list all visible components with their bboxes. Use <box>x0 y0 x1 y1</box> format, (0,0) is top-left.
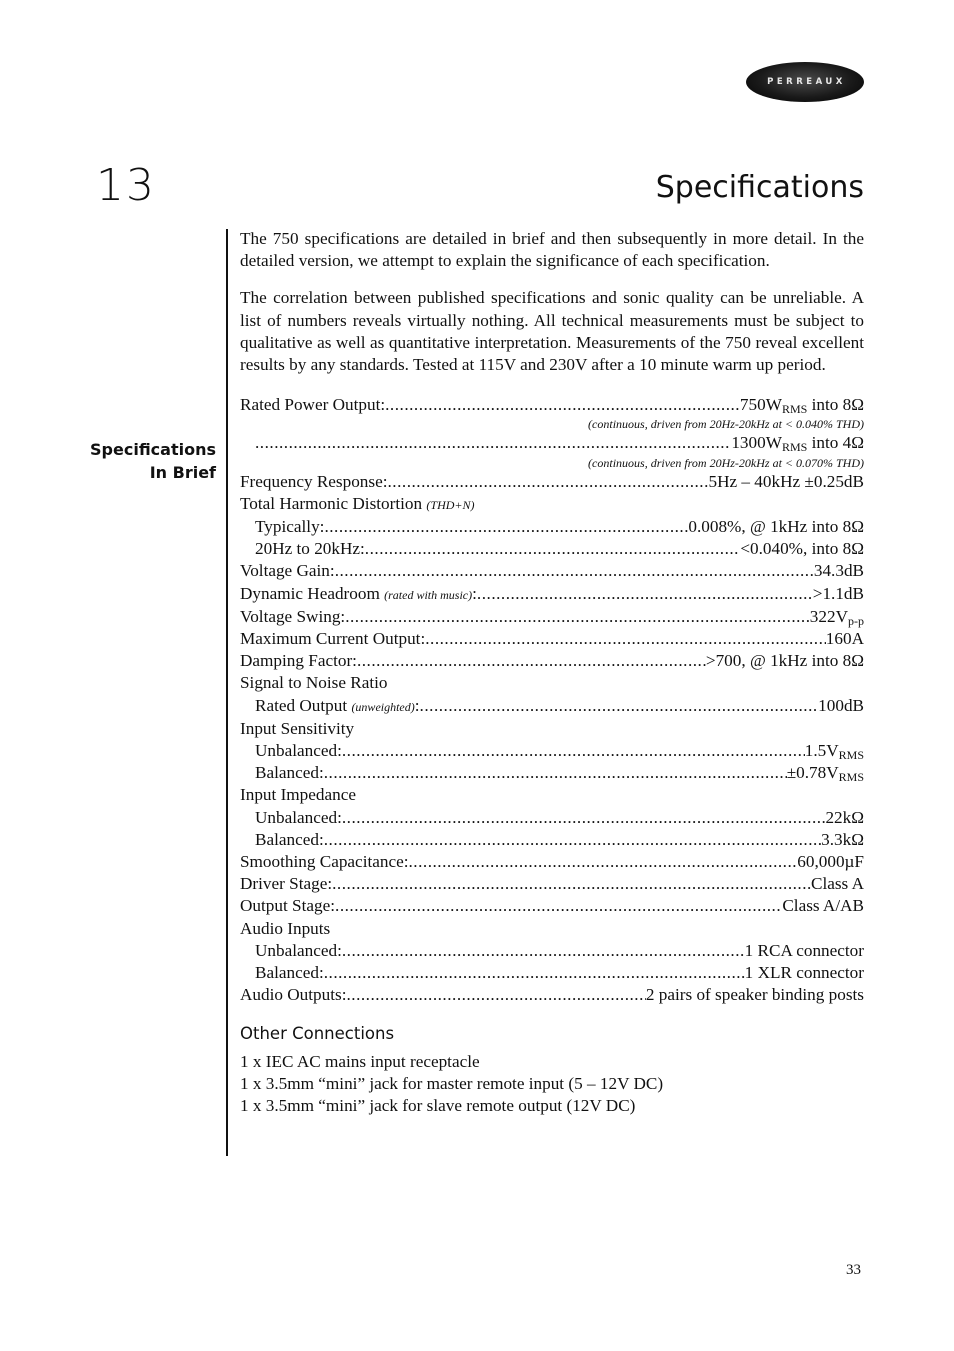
spec-voltage-gain: Voltage Gain: ..... 34.3dB <box>240 560 864 582</box>
specs-list <box>240 394 864 1006</box>
spec-voltage-swing: Voltage Swing: ..... $322V_{p-p}$ <box>240 606 864 628</box>
spec-frequency-response: Frequency Response: ..... 5Hz – 40kHz ±0.25dB <box>240 471 864 493</box>
spec-input-sensitivity-unbalanced: Unbalanced: ..... $1.5V_{RMS}$ <box>240 740 864 762</box>
other-connections-list <box>240 1051 864 1118</box>
spec-max-current: Maximum Current Output: ..... 160A <box>240 628 864 650</box>
spec-input-sensitivity-heading: Input Sensitivity <box>240 718 355 738</box>
side-heading <box>90 438 216 484</box>
leader-dots <box>255 432 731 454</box>
intro-paragraph-1: The 750 specifications are detailed in brief and then subsequently in more detail. In the detailed version, we attempt to explain the significance of each specification. <box>240 229 864 271</box>
spec-input-impedance-unbalanced: Unbalanced: ..... 22kΩ <box>240 807 864 829</box>
intro-paragraph-2: The correlation between published specifications and sonic quality can be unreliable. A list of numbers reveals virtually nothing. All technical measurements must be subject to qualitative as well as quantitative interpretation. Measurements of the 750 reveal excellent results by any standards. Tested at 115V and 230V after a 10 minute warm up period. <box>240 288 864 375</box>
rated-power-note-4ohm: (continuous, driven from 20Hz-20kHz at < 0.070% THD) <box>588 455 864 470</box>
spec-input-impedance-heading: Input Impedance <box>240 785 356 805</box>
spec-audio-inputs-unbalanced: Unbalanced: ..... 1 RCA connector <box>240 940 864 962</box>
spec-input-sensitivity-balanced: Balanced: ..... $\pm 0.78V_{RMS}$ <box>240 762 864 784</box>
main-content <box>240 228 864 1117</box>
spec-audio-inputs-balanced: Balanced: ..... 1 XLR connector <box>240 962 864 984</box>
spec-output-stage: Output Stage: ..... Class A/AB <box>240 895 864 917</box>
rated-power-note-8ohm: (continuous, driven from 20Hz-20kHz at < 0.040% THD) <box>588 417 864 432</box>
connection-item: 1 x IEC AC mains input receptacle <box>240 1051 480 1071</box>
spec-audio-outputs: Audio Outputs: ..... 2 pairs of speaker binding posts <box>240 984 864 1006</box>
margin-rule <box>226 229 228 1156</box>
spec-input-impedance-balanced: Balanced: ..... 3.3kΩ <box>240 829 864 851</box>
connection-item: 1 x 3.5mm “mini” jack for master remote input (5 – 12V DC) <box>240 1073 664 1093</box>
spec-snr-heading: Signal to Noise Ratio <box>240 673 388 693</box>
page-number: 33 <box>846 1262 861 1278</box>
chapter-number: 13 <box>96 160 156 211</box>
spec-thd-heading: Total Harmonic Distortion (THD+N) <box>240 493 475 513</box>
spec-thd-typical: Typically: ..... 0.008%, @ 1kHz into 8Ω <box>240 516 864 538</box>
spec-rated-power-4ohm: ..... $1300W_{RMS}$ into 4Ω <box>240 432 864 454</box>
leader-dots <box>385 394 740 416</box>
side-heading-line2: In Brief <box>149 463 216 482</box>
spec-rated-power: Rated Power Output: ..... $750W_{RMS}$ into 8Ω <box>240 394 864 416</box>
spec-thd-range: 20Hz to 20kHz: ..... <0.040%, into 8Ω <box>240 538 864 560</box>
side-heading-line1: Specifications <box>90 440 216 459</box>
spec-driver-stage: Driver Stage: ..... Class A <box>240 873 864 895</box>
spec-snr-rated: Rated Output (unweighted): ..... 100dB <box>240 695 864 718</box>
spec-damping-factor: Damping Factor: ..... >700, @ 1kHz into 8Ω <box>240 650 864 672</box>
spec-dynamic-headroom: Dynamic Headroom (rated with music): ..... >1.1dB <box>240 583 864 606</box>
spec-audio-inputs-heading: Audio Inputs <box>240 918 331 938</box>
logo-text: PERREAUX <box>767 77 846 87</box>
chapter-title: Specifications <box>655 170 864 205</box>
connection-item: 1 x 3.5mm “mini” jack for slave remote output (12V DC) <box>240 1096 636 1116</box>
perreaux-logo <box>746 62 864 102</box>
spec-smoothing-capacitance: Smoothing Capacitance: ..... 60,000µF <box>240 851 864 873</box>
other-connections-heading: Other Connections <box>240 1023 395 1043</box>
